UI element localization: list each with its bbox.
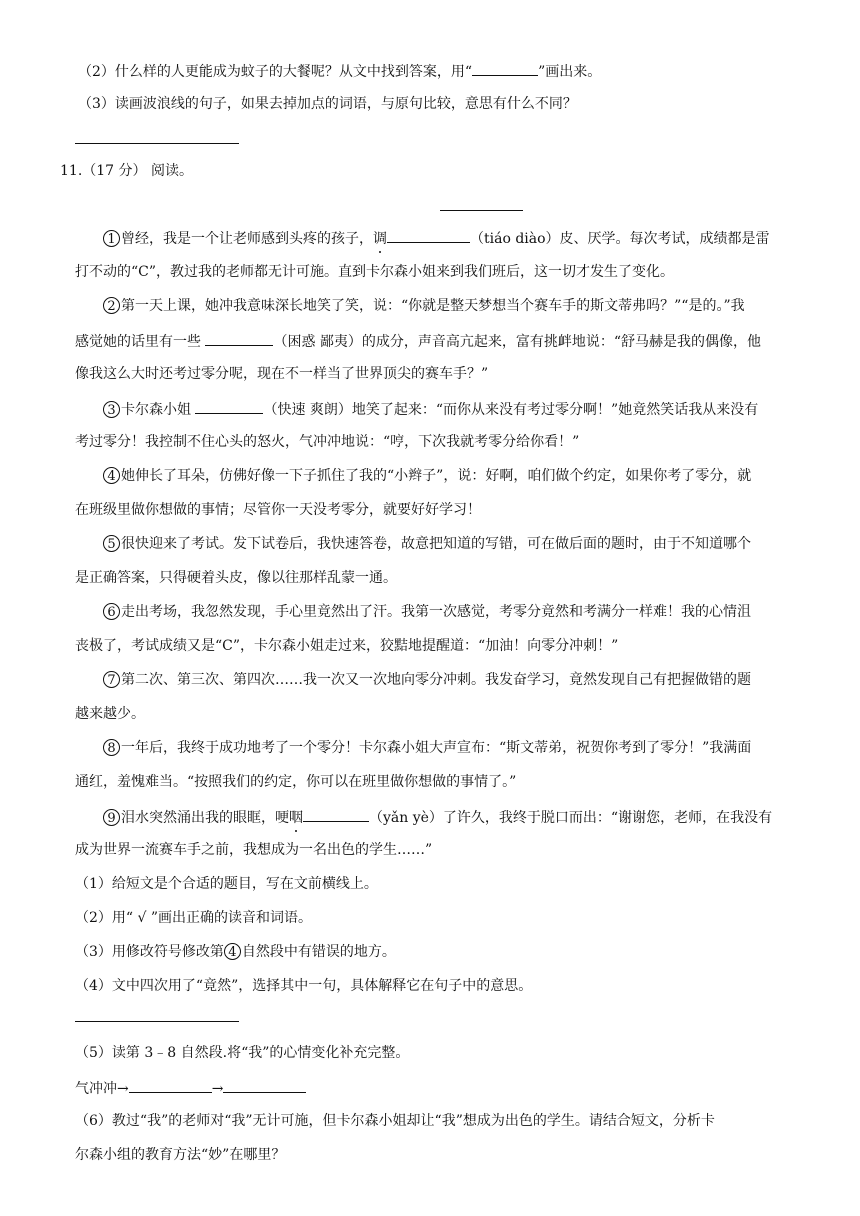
paragraph-number: 6 xyxy=(103,603,120,620)
paragraph-text: （tiáo diào）皮、厌学。每次考试，成绩都是雷 xyxy=(470,231,770,247)
question-5-answer xyxy=(75,1077,306,1097)
paragraph-number: 4 xyxy=(103,467,120,484)
q10-sub3: （3）读画波浪线的句子，如果去掉加点的词语，与原句比较，意思有什么不同？ xyxy=(78,96,577,112)
paragraph-text: 第一天上课，她冲我意味深长地笑了笑，说：“你就是整天梦想当个赛车手的斯文蒂弗吗？”“是的。”我 xyxy=(121,298,745,314)
paragraph-7-line-1 xyxy=(103,670,751,690)
mood-blank-2[interactable] xyxy=(223,1077,306,1093)
paragraph-1-line-1 xyxy=(103,227,770,247)
paragraph-text: 第二次、第三次、第四次……我一次又一次地向零分冲刺。我发奋学习，竟然发现自己有把握做错的题 xyxy=(121,672,751,688)
q10-sub2 xyxy=(78,60,601,80)
title-blank[interactable] xyxy=(440,210,523,211)
paragraph-text: 曾经，我是一个让老师感到头疼的孩子， xyxy=(121,231,373,247)
paragraph-number: 5 xyxy=(103,535,120,552)
arrow-icon: → xyxy=(211,1081,224,1097)
question-6-line-1: （6）教过“我”的老师对“我”无计可施，但卡尔森小姐却让“我”想成为出色的学生。请结合短文，分析卡 xyxy=(75,1113,715,1129)
paragraph-text: 很快迎来了考试。发下试卷后，我快速答卷，故意把知道的写错，可在做后面的题时，由于不知道哪个 xyxy=(121,536,751,552)
paragraph-text: 泪水突然涌出我的眼眶，哽 xyxy=(121,810,289,826)
pinyin-blank[interactable] xyxy=(387,227,470,243)
dotted-char: 调 xyxy=(373,231,387,247)
word-blank[interactable] xyxy=(195,398,263,414)
paragraph-number: 4 xyxy=(224,943,241,960)
paragraph-text: （快速 爽朗）地笑了起来：“而你从来没有考过零分啊！”她竟然笑话我从来没有 xyxy=(263,402,759,418)
question-text: 自然段中有错误的地方。 xyxy=(241,944,396,960)
paragraph-number: 3 xyxy=(103,401,120,418)
paragraph-text: 一年后，我终于成功地考了一个零分！卡尔森小姐大声宣布：“斯文蒂弟，祝贺你考到了零分！”我满面 xyxy=(121,740,752,756)
paragraph-4-line-1 xyxy=(103,466,751,486)
paragraph-number: 2 xyxy=(103,297,120,314)
paragraph-8-line-2: 通红，羞愧难当。“按照我们的约定，你可以在班里做你想做的事情了。” xyxy=(75,774,517,790)
paragraph-number: 1 xyxy=(103,230,120,247)
pinyin-blank[interactable] xyxy=(303,806,369,822)
q10-sub2-text-end: ”画出来。 xyxy=(538,64,602,80)
paragraph-3-line-1 xyxy=(103,398,758,418)
paragraph-1-line-2: 打不动的“C”，教过我的老师都无计可施。直到卡尔森小姐来到我们班后，这一切才发生了变化。 xyxy=(75,264,675,280)
paragraph-9-line-2: 成为世界一流赛车手之前，我想成为一名出色的学生……” xyxy=(75,842,433,858)
question-5: （5）读第 3﹣8 自然段.将“我”的心情变化补充完整。 xyxy=(75,1045,410,1061)
mood-blank-1[interactable] xyxy=(129,1077,212,1093)
paragraph-number: 9 xyxy=(103,809,120,826)
paragraph-2-line-1 xyxy=(103,296,745,316)
paragraph-9-line-1 xyxy=(103,806,772,826)
dotted-char: 咽 xyxy=(289,810,303,826)
paragraph-number: 8 xyxy=(103,739,120,756)
question-3 xyxy=(75,942,396,962)
q11-header: 11.（17 分） 阅读。 xyxy=(60,163,193,179)
paragraph-7-line-2: 越来越少。 xyxy=(75,706,145,722)
paragraph-text: （yǎn yè）了许久，我终于脱口而出：“谢谢您，老师，在我没有 xyxy=(369,810,773,826)
paragraph-text: 走出考场，我忽然发现，手心里竟然出了汗。我第一次感觉，考零分竟然和考满分一样难！我的心情沮 xyxy=(121,604,751,620)
paragraph-text: 卡尔森小姐 xyxy=(121,402,196,418)
paragraph-6-line-1 xyxy=(103,602,751,622)
question-6-line-2: 尔森小组的教育方法“妙”在哪里？ xyxy=(75,1147,286,1163)
q10-sub2-blank[interactable] xyxy=(472,60,538,76)
question-4: （4）文中四次用了“竟然”，选择其中一句，具体解释它在句子中的意思。 xyxy=(75,978,533,994)
question-text: （3）用修改符号修改第 xyxy=(75,944,224,960)
paragraph-2-line-3: 像我这么大时还考过零分呢，现在不一样当了世界顶尖的赛车手？” xyxy=(75,366,489,382)
question-1: （1）给短文是个合适的题目，写在文前横线上。 xyxy=(75,876,378,892)
q10-sub2-text: （2）什么样的人更能成为蚊子的大餐呢？从文中找到答案，用“ xyxy=(78,64,473,80)
paragraph-3-line-2: 考过零分！我控制不住心头的怒火，气冲冲地说：“哼，下次我就考零分给你看！” xyxy=(75,434,580,450)
mood-start: 气冲冲→ xyxy=(75,1081,129,1097)
q4-answer-line[interactable] xyxy=(75,1021,239,1022)
paragraph-text: 她伸长了耳朵，仿佛好像一下子抓住了我的“小辫子”，说：好啊，咱们做个约定，如果你考了零分，就 xyxy=(121,468,752,484)
paragraph-5-line-2: 是正确答案，只得硬着头皮，像以往那样乱蒙一通。 xyxy=(75,570,397,586)
word-blank[interactable] xyxy=(205,330,273,346)
paragraph-text: 感觉她的话里有一些 xyxy=(75,334,206,350)
paragraph-4-line-2: 在班级里做你想做的事情；尽管你一天没考零分，就要好好学习！ xyxy=(75,502,481,518)
paragraph-number: 7 xyxy=(103,671,120,688)
paragraph-2-line-2 xyxy=(75,330,761,350)
question-2: （2）用“ √ ”画出正确的读音和词语。 xyxy=(75,910,313,926)
paragraph-6-line-2: 丧极了，考试成绩又是“C”，卡尔森小姐走过来，狡黠地提醒道：“加油！向零分冲刺！” xyxy=(75,638,619,654)
q10-answer-line[interactable] xyxy=(75,143,239,144)
paragraph-8-line-1 xyxy=(103,738,751,758)
paragraph-5-line-1 xyxy=(103,534,751,554)
paragraph-text: （困惑 鄙夷）的成分，声音高亢起来，富有挑衅地说：“舒马赫是我的偶像，他 xyxy=(273,334,762,350)
